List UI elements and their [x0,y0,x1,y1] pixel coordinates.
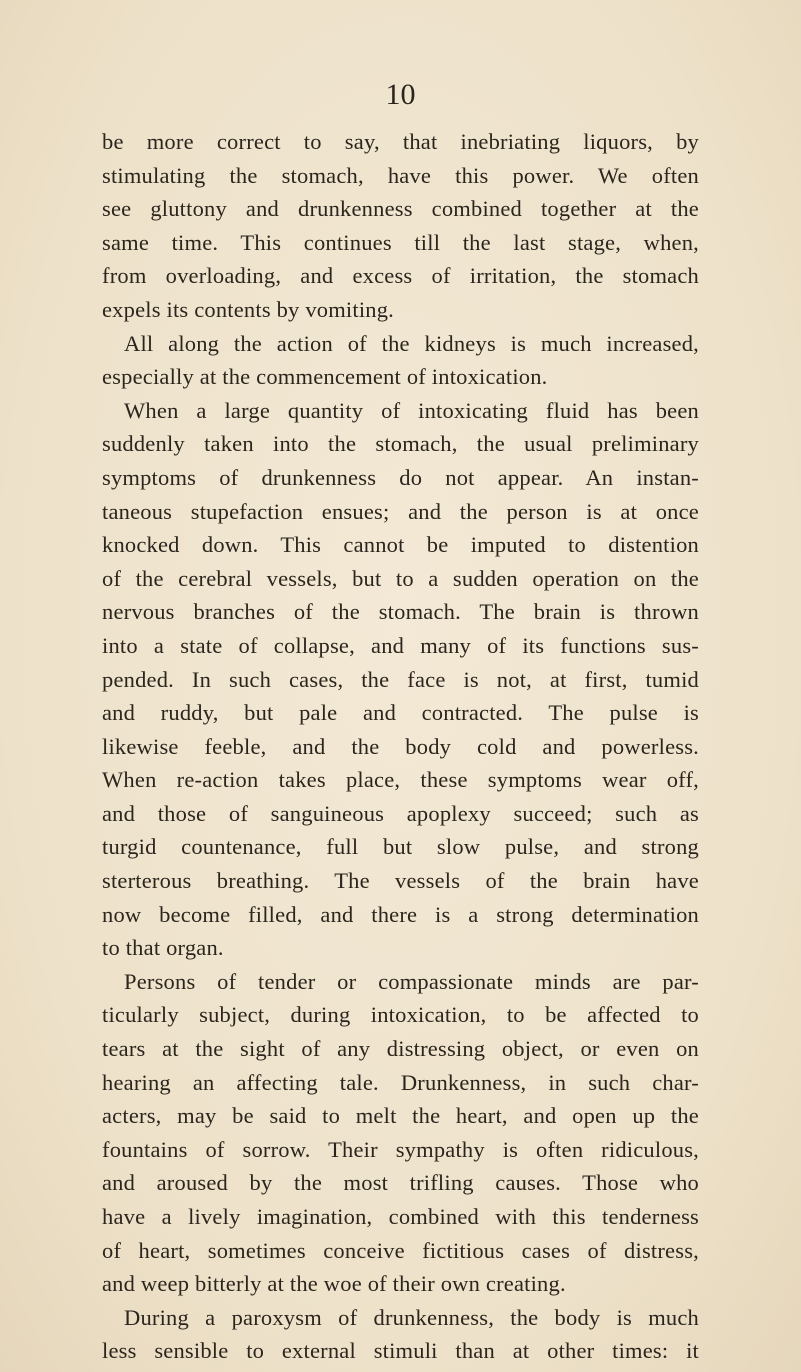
text-line: When re-action takes place, these symptoms wear off, [102,767,699,793]
text-line: acters, may be said to melt the heart, and open up the [102,1103,699,1129]
text-line: into a state of collapse, and many of its functions sus- [102,632,699,658]
text-line: have a lively imagination, combined with this tenderness [102,1204,699,1229]
text-line: same time. This continues till the last stage, when, [102,229,699,255]
text-line: suddenly taken into the stomach, the usual preliminary [102,431,699,457]
text-line: be more correct to say, that inebriating liquors, by [102,129,699,154]
text-line: and aroused by the most trifling causes. Those who [102,1170,699,1196]
text-line: to that organ. [102,935,224,961]
text-line: see gluttony and drunkenness combined together at the [102,196,699,222]
text-line: All along the action of the kidneys is much increased, [124,330,699,356]
text-line: less sensible to external stimuli than at other times: it [102,1338,699,1364]
text-line: expels its contents by vomiting. [102,296,395,322]
text-line: During a paroxysm of drunkenness, the body is much [124,1304,699,1330]
text-line: fountains of sorrow. Their sympathy is often ridiculous, [102,1136,699,1162]
text-line: sterterous breathing. The vessels of the brain have [102,868,699,894]
text-line: Persons of tender or compassionate minds are par- [124,968,699,994]
text-line: especially at the commencement of intoxication. [102,364,548,390]
text-line: ticularly subject, during intoxication, to be affected to [102,1002,699,1028]
text-line: and ruddy, but pale and contracted. The pulse is [102,700,699,726]
text-line: When a large quantity of intoxicating fluid has been [124,397,699,423]
text-line: and weep bitterly at the woe of their own creating. [102,1271,566,1297]
text-line: nervous branches of the stomach. The brain is thrown [102,599,699,625]
text-line: knocked down. This cannot be imputed to distention [102,532,699,558]
text-line: symptoms of drunkenness do not appear. An instan- [102,464,699,490]
text-line: of the cerebral vessels, but to a sudden operation on the [102,565,699,591]
text-line: likewise feeble, and the body cold and powerless. [102,733,699,759]
page-number: 10 [385,78,416,111]
text-line: from overloading, and excess of irritation, the stomach [102,263,699,289]
text-line: stimulating the stomach, have this power. We often [102,162,699,188]
text-line: of heart, sometimes conceive fictitious cases of distress, [102,1237,699,1263]
text-line: and those of sanguineous apoplexy succeed; such as [102,800,699,826]
text-line: tears at the sight of any distressing object, or even on [102,1036,699,1062]
body-text [102,125,699,1368]
text-line: hearing an affecting tale. Drunkenness, in such char- [102,1069,699,1095]
text-line: taneous stupefaction ensues; and the person is at once [102,498,699,524]
text-line: turgid countenance, full but slow pulse, and strong [102,834,699,860]
text-line: now become filled, and there is a strong determination [102,901,699,927]
text-line: pended. In such cases, the face is not, at first, tumid [102,666,699,692]
